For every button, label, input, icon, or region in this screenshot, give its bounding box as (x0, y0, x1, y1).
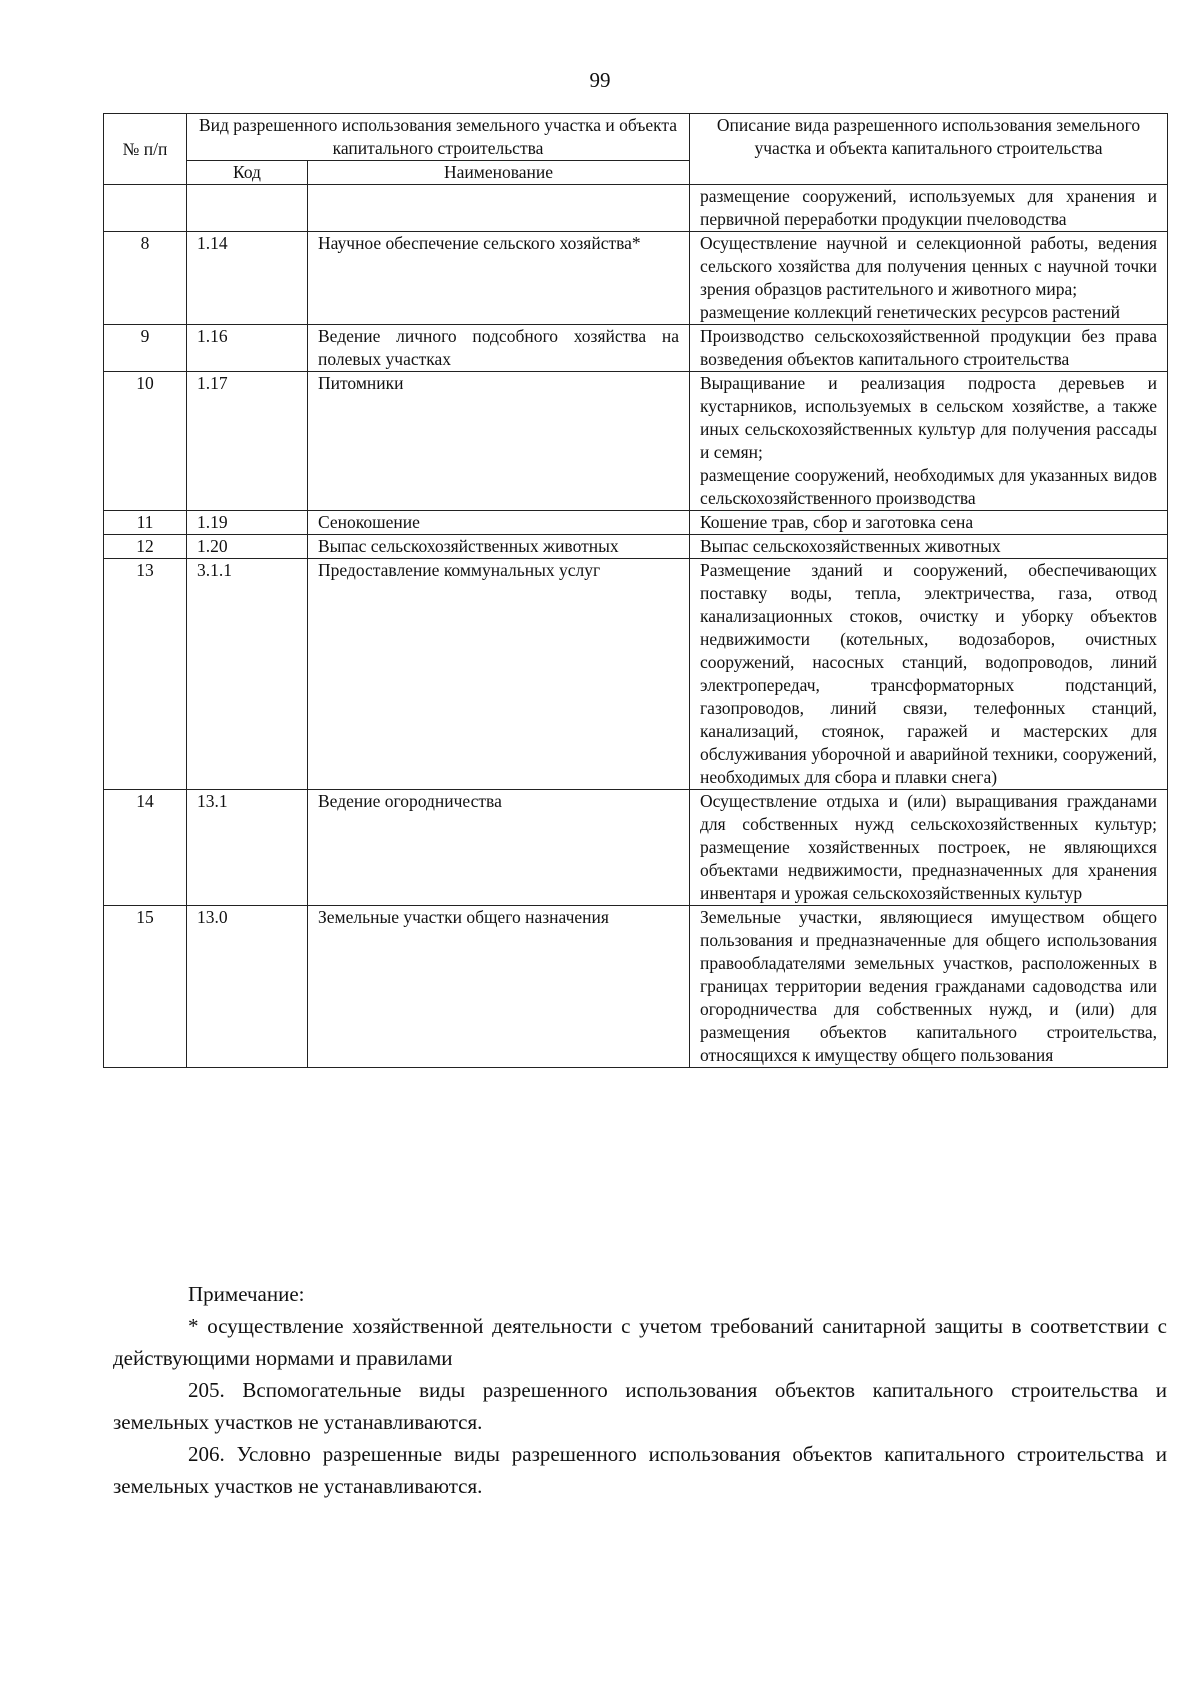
header-description: Описание вида разрешенного использования земельного участка и объекта капитального строительства (690, 114, 1168, 185)
table-row (104, 559, 1168, 790)
page-number: 99 (589, 68, 611, 92)
row-number: 12 (104, 535, 187, 559)
table-row (104, 325, 1168, 372)
row-code: 1.17 (187, 372, 308, 511)
description-paragraph: Осуществление отдыха и (или) выращивания гражданами для собственных нужд сельскохозяйственных культур; размещение хозяйственных построек, не являющихся объектами недвижимости, предназначенных для хранения инвентаря и урожая сельскохозяйственных культур (700, 791, 1157, 903)
row-number: 15 (104, 906, 187, 1068)
row-number: 11 (104, 511, 187, 535)
row-code: 3.1.1 (187, 559, 308, 790)
table-body (104, 185, 1168, 1068)
footnote: * осуществление хозяйственной деятельности с учетом требований санитарной защиты в соответствии с действующими нормами и правилами (113, 1314, 1167, 1370)
row-number: 13 (104, 559, 187, 790)
description-paragraph: Земельные участки, являющиеся имуществом общего пользования и предназначенные для общего использования правообладателями земельных участков, расположенных в границах территории ведения гражданами садоводства или огородничества для собственных нужд, и (или) для размещения объектов капитального строительства, относящихся к имуществу общего пользования (700, 907, 1157, 1065)
description-paragraph: Выращивание и реализация подроста деревьев и кустарников, используемых в сельском хозяйстве, а также иных сельскохозяйственных культур для получения рассады и семян; (700, 373, 1157, 462)
row-description (690, 511, 1168, 535)
row-code (187, 185, 308, 232)
land-use-table (103, 113, 1168, 1068)
row-number (104, 185, 187, 232)
row-code: 1.20 (187, 535, 308, 559)
notes-label: Примечание: (188, 1282, 305, 1306)
description-paragraph: Выпас сельскохозяйственных животных (700, 536, 1001, 556)
description-paragraph: Кошение трав, сбор и заготовка сена (700, 512, 974, 532)
row-code: 1.19 (187, 511, 308, 535)
row-description (690, 535, 1168, 559)
row-description (690, 372, 1168, 511)
row-description (690, 185, 1168, 232)
table-row (104, 906, 1168, 1068)
description-paragraph: Производство сельскохозяйственной продукции без права возведения объектов капитального строительства (700, 326, 1157, 369)
table-row (104, 511, 1168, 535)
header-code: Код (187, 161, 308, 185)
table-row (104, 232, 1168, 325)
row-code: 13.1 (187, 790, 308, 906)
description-paragraph: размещение коллекций генетических ресурсов растений (700, 302, 1121, 322)
description-paragraph: Осуществление научной и селекционной работы, ведения сельского хозяйства для получения ценных с научной точки зрения образцов растительного и животного мира; (700, 233, 1157, 299)
paragraph-206: 206. Условно разрешенные виды разрешенного использования объектов капитального строительства и земельных участков не устанавливаются. (113, 1442, 1167, 1498)
description-paragraph: размещение сооружений, необходимых для указанных видов сельскохозяйственного производства (700, 465, 1157, 508)
row-description (690, 232, 1168, 325)
header-name: Наименование (308, 161, 690, 185)
description-paragraph: Размещение зданий и сооружений, обеспечивающих поставку воды, тепла, электричества, газа, отвод канализационных стоков, очистку и уборку объектов недвижимости (котельных, водозаборов, очистных сооружений, насосных станций, водопроводов, линий электропередач, трансформаторных подстанций, газопроводов, линий связи, телефонных станций, канализаций, стоянок, гаражей и мастерских для обслуживания уборочной и аварийной техники, сооружений, необходимых для сбора и плавки снега) (700, 560, 1157, 787)
row-name: Научное обеспечение сельского хозяйства* (308, 232, 690, 325)
paragraph-205: 205. Вспомогательные виды разрешенного использования объектов капитального строительства и земельных участков не устанавливаются. (113, 1378, 1167, 1434)
row-name: Ведение личного подсобного хозяйства на полевых участках (308, 325, 690, 372)
header-use-type: Вид разрешенного использования земельного участка и объекта капитального строительства (187, 114, 690, 161)
row-name: Выпас сельскохозяйственных животных (308, 535, 690, 559)
notes-section (113, 1278, 1167, 1502)
row-code: 1.16 (187, 325, 308, 372)
table-row (104, 185, 1168, 232)
row-code: 1.14 (187, 232, 308, 325)
row-number: 8 (104, 232, 187, 325)
header-number: № п/п (104, 114, 187, 185)
row-name: Питомники (308, 372, 690, 511)
row-number: 9 (104, 325, 187, 372)
table-row (104, 372, 1168, 511)
row-name: Земельные участки общего назначения (308, 906, 690, 1068)
table-row (104, 790, 1168, 906)
row-description (690, 790, 1168, 906)
row-description (690, 325, 1168, 372)
row-name: Ведение огородничества (308, 790, 690, 906)
row-number: 10 (104, 372, 187, 511)
row-description (690, 906, 1168, 1068)
description-paragraph: размещение сооружений, используемых для хранения и первичной переработки продукции пчеловодства (700, 186, 1157, 229)
row-number: 14 (104, 790, 187, 906)
row-name: Сенокошение (308, 511, 690, 535)
table-row (104, 535, 1168, 559)
row-description (690, 559, 1168, 790)
row-code: 13.0 (187, 906, 308, 1068)
row-name: Предоставление коммунальных услуг (308, 559, 690, 790)
row-name (308, 185, 690, 232)
table-header (104, 114, 1168, 185)
